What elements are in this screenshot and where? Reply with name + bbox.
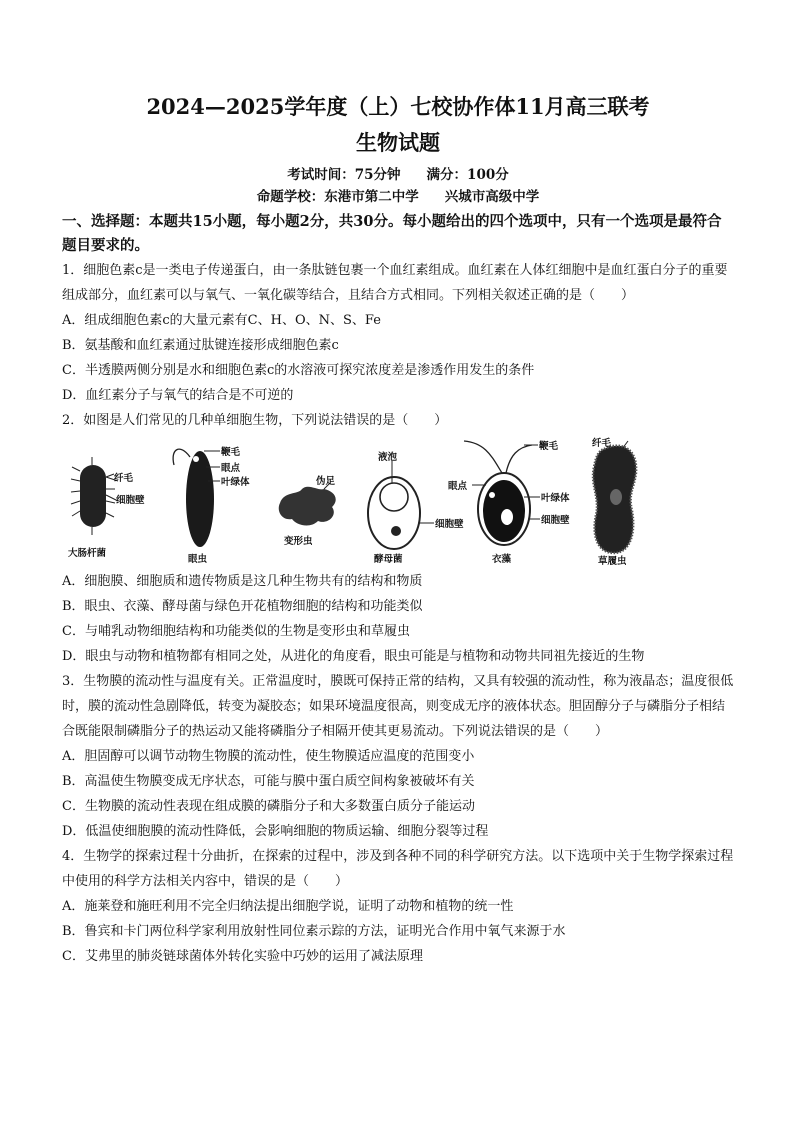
euglena-drawing <box>173 449 220 547</box>
label-yeast-vacuole: 液泡 <box>378 452 398 463</box>
question-3 <box>62 669 734 844</box>
paramecium-drawing <box>593 441 636 553</box>
exam-title: 2024—2025学年度（上）七校协作体11月高三联考 <box>146 94 650 119</box>
question-4 <box>62 844 734 969</box>
question-3-option-a: A．胆固醇可以调节动物生物膜的流动性，使生物膜适应温度的范围变小 <box>62 749 475 764</box>
exam-schools-line <box>62 186 734 208</box>
question-1-stem: 1．细胞色素c是一类电子传递蛋白，由一条肽链包裹一个血红素组成。血红素在人体红细胞中是血红蛋白分子的重要组成部分，血红素可以与氧气、一氧化碳等结合，且结合方式相同。下列相关叙述正确的是（ ） <box>62 263 728 303</box>
label-ecoli: 大肠杆菌 <box>68 548 107 559</box>
question-4-stem: 4．生物学的探索过程十分曲折，在探索的过程中，涉及到各种不同的科学研究方法。以下选项中关于生物学探索过程中使用的科学方法相关内容中，错误的是（ ） <box>62 849 734 889</box>
label-ecoli-cilia: 纤毛 <box>114 473 134 484</box>
section-heading: 一、选择题：本题共15小题，每小题2分，共30分。每小题给出的四个选项中，只有一个选项是最符合题目要求的。 <box>62 213 722 254</box>
label-euglena: 眼虫 <box>188 554 208 565</box>
label-paramecium: 草履虫 <box>598 556 627 567</box>
label-chlamy-flagellum: 鞭毛 <box>539 441 559 452</box>
chlamydomonas-drawing <box>464 441 540 545</box>
label-yeast-wall: 细胞壁 <box>435 519 464 530</box>
question-2-option-b: B．眼虫、衣藻、酵母菌与绿色开花植物细胞的结构和功能类似 <box>62 599 423 614</box>
label-euglena-eyespot: 眼点 <box>221 463 241 474</box>
single-cell-organisms-figure <box>62 437 734 565</box>
exam-time: 考试时间：75分钟 <box>287 167 401 183</box>
label-chlamy-chloroplast: 叶绿体 <box>541 493 570 504</box>
question-3-stem: 3．生物膜的流动性与温度有关。正常温度时，膜既可保持正常的结构，又具有较强的流动性，称为液晶态；温度很低时，膜的流动性急剧降低，转变为凝胶态；如果环境温度很高，则变成无序的液体状态。胆固醇分子与磷脂分子相结合既能限制磷脂分子的热运动又能将磷脂分子相隔开使其更易流动。下列说法错误的是（ ） <box>62 674 734 739</box>
question-1 <box>62 258 734 408</box>
question-3-option-d: D．低温使细胞膜的流动性降低，会影响细胞的物质运输、细胞分裂等过程 <box>62 824 489 839</box>
exam-info-line <box>62 164 734 186</box>
label-chlamy-wall: 细胞壁 <box>541 515 570 526</box>
question-2-option-d: D．眼虫与动物和植物都有相同之处，从进化的角度看，眼虫可能是与植物和动物共同祖先接近的生物 <box>62 649 645 664</box>
question-2 <box>62 408 734 669</box>
question-3-option-b: B．高温使生物膜变成无序状态，可能与膜中蛋白质空间构象被破坏有关 <box>62 774 475 789</box>
label-euglena-chloroplast: 叶绿体 <box>221 477 250 488</box>
question-1-option-d: D．血红素分子与氧气的结合是不可逆的 <box>62 388 294 403</box>
label-euglena-flagellum: 鞭毛 <box>221 447 241 458</box>
label-amoeba: 变形虫 <box>284 536 313 547</box>
label-chlamy-eyespot: 眼点 <box>448 481 468 492</box>
amoeba-drawing <box>279 483 336 525</box>
yeast-drawing <box>368 461 434 549</box>
label-amoeba-pseudopod: 伪足 <box>316 476 336 487</box>
question-2-option-c: C．与哺乳动物细胞结构和功能类似的生物是变形虫和草履虫 <box>62 624 410 639</box>
label-chlamy: 衣藻 <box>492 554 512 565</box>
exam-page <box>62 92 734 969</box>
question-2-stem: 2．如图是人们常见的几种单细胞生物，下列说法错误的是（ ） <box>62 413 448 428</box>
organisms-drawing <box>62 437 734 565</box>
question-1-option-a: A．组成细胞色素c的大量元素有C、H、O、N、S、Fe <box>62 313 381 328</box>
question-4-option-a: A．施莱登和施旺利用不完全归纳法提出细胞学说，证明了动物和植物的统一性 <box>62 899 514 914</box>
question-1-option-c: C．半透膜两侧分别是水和细胞色素c的水溶液可探究浓度差是渗透作用发生的条件 <box>62 363 535 378</box>
question-3-option-c: C．生物膜的流动性表现在组成膜的磷脂分子和大多数蛋白质分子能运动 <box>62 799 475 814</box>
question-1-option-b: B．氨基酸和血红素通过肽键连接形成细胞色素c <box>62 338 339 353</box>
label-paramecium-cilia: 纤毛 <box>592 438 612 449</box>
question-2-option-a: A．细胞膜、细胞质和遗传物质是这几种生物共有的结构和物质 <box>62 574 423 589</box>
exam-school-1: 命题学校：东港市第二中学 <box>256 189 419 205</box>
exam-school-2: 兴城市高级中学 <box>444 189 540 205</box>
question-4-option-b: B．鲁宾和卡门两位科学家利用放射性同位素示踪的方法，证明光合作用中氧气来源于水 <box>62 924 566 939</box>
exam-score: 满分：100分 <box>426 167 509 183</box>
ecoli-drawing <box>71 457 118 535</box>
label-yeast: 酵母菌 <box>374 554 403 565</box>
exam-subtitle: 生物试题 <box>356 130 440 155</box>
question-4-option-c: C．艾弗里的肺炎链球菌体外转化实验中巧妙的运用了减法原理 <box>62 949 423 964</box>
label-ecoli-wall: 细胞壁 <box>116 495 145 506</box>
